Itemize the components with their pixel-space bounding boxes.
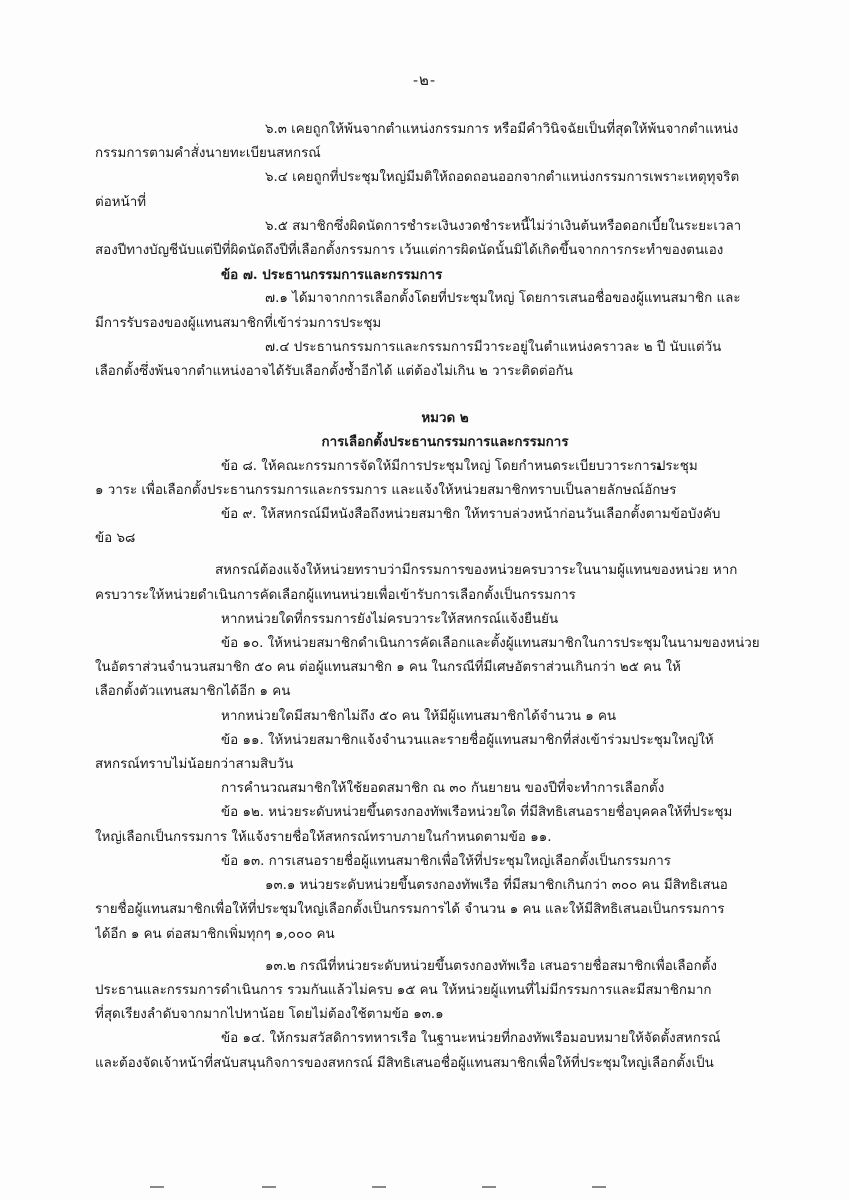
article-14-cont: และต้องจัดเจ้าหน้าที่สนับสนุนกิจการของสหกรณ์ มีสิทธิเสนอชื่อผู้แทนสมาชิกเพื่อให้ที่ประชุมใหญ่เลือกตั้งเป็น bbox=[95, 1055, 714, 1071]
article-11-para-2: การคำนวณสมาชิกให้ใช้ยอดสมาชิก ณ ๓๐ กันยายน ของปีที่จะทำการเลือกตั้ง bbox=[221, 781, 665, 797]
article-10: ข้อ ๑๐. ให้หน่วยสมาชิกดำเนินการคัดเลือกและตั้งผู้แทนสมาชิกในการประชุมในนามของหน่วย bbox=[221, 636, 760, 652]
clause-6-4: ๖.๔ เคยถูกที่ประชุมใหญ่มีมติให้ถอดถอนออกจากตำแหน่งกรรมการเพราะเหตุทุจริต bbox=[265, 170, 740, 186]
chapter-heading: หมวด ๒ bbox=[421, 410, 469, 427]
article-10-para-2: หากหน่วยใดมีสมาชิกไม่ถึง ๕๐ คน ให้มีผู้แทนสมาชิกได้จำนวน ๑ คน bbox=[221, 708, 617, 724]
clause-6-3: ๖.๓ เคยถูกให้พ้นจากตำแหน่งกรรมการ หรือมีคำวินิจฉัยเป็นที่สุดให้พ้นจากตำแหน่ง bbox=[265, 122, 739, 137]
clause-13-1-cont-2: ได้อีก ๑ คน ต่อสมาชิกเพิ่มทุกๆ ๑,๐๐๐ คน bbox=[95, 926, 335, 942]
clause-6-4-cont: ต่อหน้าที่ bbox=[95, 194, 147, 210]
article-7-heading: ข้อ ๗. ประธานกรรมการและกรรมการ bbox=[221, 267, 443, 284]
chapter-title: การเลือกตั้งประธานกรรมการและกรรมการ bbox=[321, 434, 569, 451]
article-8-cont: ๑ วาระ เพื่อเลือกตั้งประธานกรรมการและกรรมการ และแจ้งให้หน่วยสมาชิกทราบเป็นลายลักษณ์อักษร bbox=[95, 482, 677, 498]
clause-13-2: ๑๓.๒ กรณีที่หน่วยระดับหน่วยขึ้นตรงกองทัพเรือ เสนอรายชื่อสมาชิกเพื่อเลือกตั้ง bbox=[265, 958, 717, 974]
document-body bbox=[95, 118, 795, 1076]
page-number: -๒- bbox=[412, 71, 437, 89]
article-9-para-3: หากหน่วยใดที่กรรมการยังไม่ครบวาระให้สหกรณ์แจ้งยืนยัน bbox=[221, 611, 559, 627]
clause-6-5-cont: สองปีทางบัญชีนับแต่ปีที่ผิดนัดถึงปีที่เลือกตั้งกรรมการ เว้นแต่การผิดนัดนั้นมิได้เกิดขึ้นจากการกระทำของตนเอง bbox=[95, 243, 724, 259]
clause-13-2-cont-1: ประธานและกรรมการดำเนินการ รวมกันแล้วไม่ครบ ๑๕ คน ให้หน่วยผู้แทนที่ไม่มีกรรมการและมีสมาชิกมาก bbox=[95, 982, 712, 998]
clause-6-3-cont: กรรมการตามคำสั่งนายทะเบียนสหกรณ์ bbox=[95, 146, 321, 162]
clause-7-4-cont: เลือกตั้งซึ่งพ้นจากตำแหน่งอาจได้รับเลือกตั้งซ้ำอีกได้ แต่ต้องไม่เกิน ๒ วาระติดต่อกัน bbox=[95, 364, 573, 380]
clause-6-5: ๖.๕ สมาชิกซึ่งผิดนัดการชำระเงินงวดชำระหนี้ไม่ว่าเงินต้นหรือดอกเบี้ยในระยะเวลา bbox=[265, 218, 742, 234]
article-10-cont-1: ในอัตราส่วนจำนวนสมาชิก ๕๐ คน ต่อผู้แทนสมาชิก ๑ คน ในกรณีที่มีเศษอัตราส่วนเกินกว่า ๒๕ คน ให้ bbox=[95, 660, 681, 676]
article-9-cont: ข้อ ๖๘ bbox=[95, 531, 136, 547]
article-9-para-2-cont: ครบวาระให้หน่วยดำเนินการคัดเลือกผู้แทนหน่วยเพื่อเข้ารับการเลือกตั้งเป็นกรรมการ bbox=[95, 587, 576, 603]
article-10-cont-2: เลือกตั้งตัวแทนสมาชิกได้อีก ๑ คน bbox=[95, 684, 291, 700]
scan-artifact bbox=[262, 1186, 276, 1188]
article-14: ข้อ ๑๔. ให้กรมสวัสดิการทหารเรือ ในฐานะหน่วยที่กองทัพเรือมอบหมายให้จัดตั้งสหกรณ์ bbox=[221, 1031, 721, 1047]
article-11: ข้อ ๑๑. ให้หน่วยสมาชิกแจ้งจำนวนและรายชื่อผู้แทนสมาชิกที่ส่งเข้าร่วมประชุมใหญ่ให้ bbox=[221, 732, 714, 748]
clause-7-4: ๗.๔ ประธานกรรมการและกรรมการมีวาระอยู่ในตำแหน่งคราวละ ๒ ปี นับแต่วัน bbox=[265, 339, 722, 355]
clause-13-1-cont-1: รายชื่อผู้แทนสมาชิกเพื่อให้ที่ประชุมใหญ่เลือกตั้งเป็นกรรมการได้ จำนวน ๑ คน และให้มีสิทธิเสนอเป็นกรรมการ bbox=[95, 902, 725, 918]
scan-artifact bbox=[150, 1186, 164, 1188]
clause-7-1: ๗.๑ ได้มาจากการเลือกตั้งโดยที่ประชุมใหญ่ โดยการเสนอชื่อของผู้แทนสมาชิก และ bbox=[265, 291, 741, 307]
article-13: ข้อ ๑๓. การเสนอรายชื่อผู้แทนสมาชิกเพื่อให้ที่ประชุมใหญ่เลือกตั้งเป็นกรรมการ bbox=[221, 853, 671, 869]
scan-artifact bbox=[372, 1186, 386, 1188]
scan-artifact bbox=[592, 1186, 606, 1188]
scan-artifact bbox=[482, 1186, 496, 1188]
clause-7-1-cont: มีการรับรองของผู้แทนสมาชิกที่เข้าร่วมการประชุม bbox=[95, 315, 382, 331]
article-9-para-2: สหกรณ์ต้องแจ้งให้หน่วยทราบว่ามีกรรมการของหน่วยครบวาระในนามผู้แทนของหน่วย หาก bbox=[215, 563, 738, 579]
clause-13-2-cont-2: ที่สุดเรียงลำดับจากมากไปหาน้อย โดยไม่ต้องใช้ตามข้อ ๑๓.๑ bbox=[95, 1007, 444, 1023]
article-9: ข้อ ๙. ให้สหกรณ์มีหนังสือถึงหน่วยสมาชิก ให้ทราบล่วงหน้าก่อนวันเลือกตั้งตามข้อบังคับ bbox=[221, 507, 721, 523]
article-12: ข้อ ๑๒. หน่วยระดับหน่วยขึ้นตรงกองทัพเรือหน่วยใด ที่มีสิทธิเสนอรายชื่อบุคคลให้ที่ประชุม bbox=[221, 805, 733, 821]
article-12-cont: ใหญ่เลือกเป็นกรรมการ ให้แจ้งรายชื่อให้สหกรณ์ทราบภายในกำหนดตามข้อ ๑๑. bbox=[95, 829, 552, 845]
article-8: ข้อ ๘. ให้คณะกรรมการจัดให้มีการประชุมใหญ่ โดยกำหนดระเบียบวาระการประชุม bbox=[221, 458, 698, 474]
article-11-cont: สหกรณ์ทราบไม่น้อยกว่าสามสิบวัน bbox=[95, 757, 294, 773]
clause-13-1: ๑๓.๑ หน่วยระดับหน่วยขึ้นตรงกองทัพเรือ ที่มีสมาชิกเกินกว่า ๓๐๐ คน มีสิทธิเสนอ bbox=[265, 878, 728, 894]
